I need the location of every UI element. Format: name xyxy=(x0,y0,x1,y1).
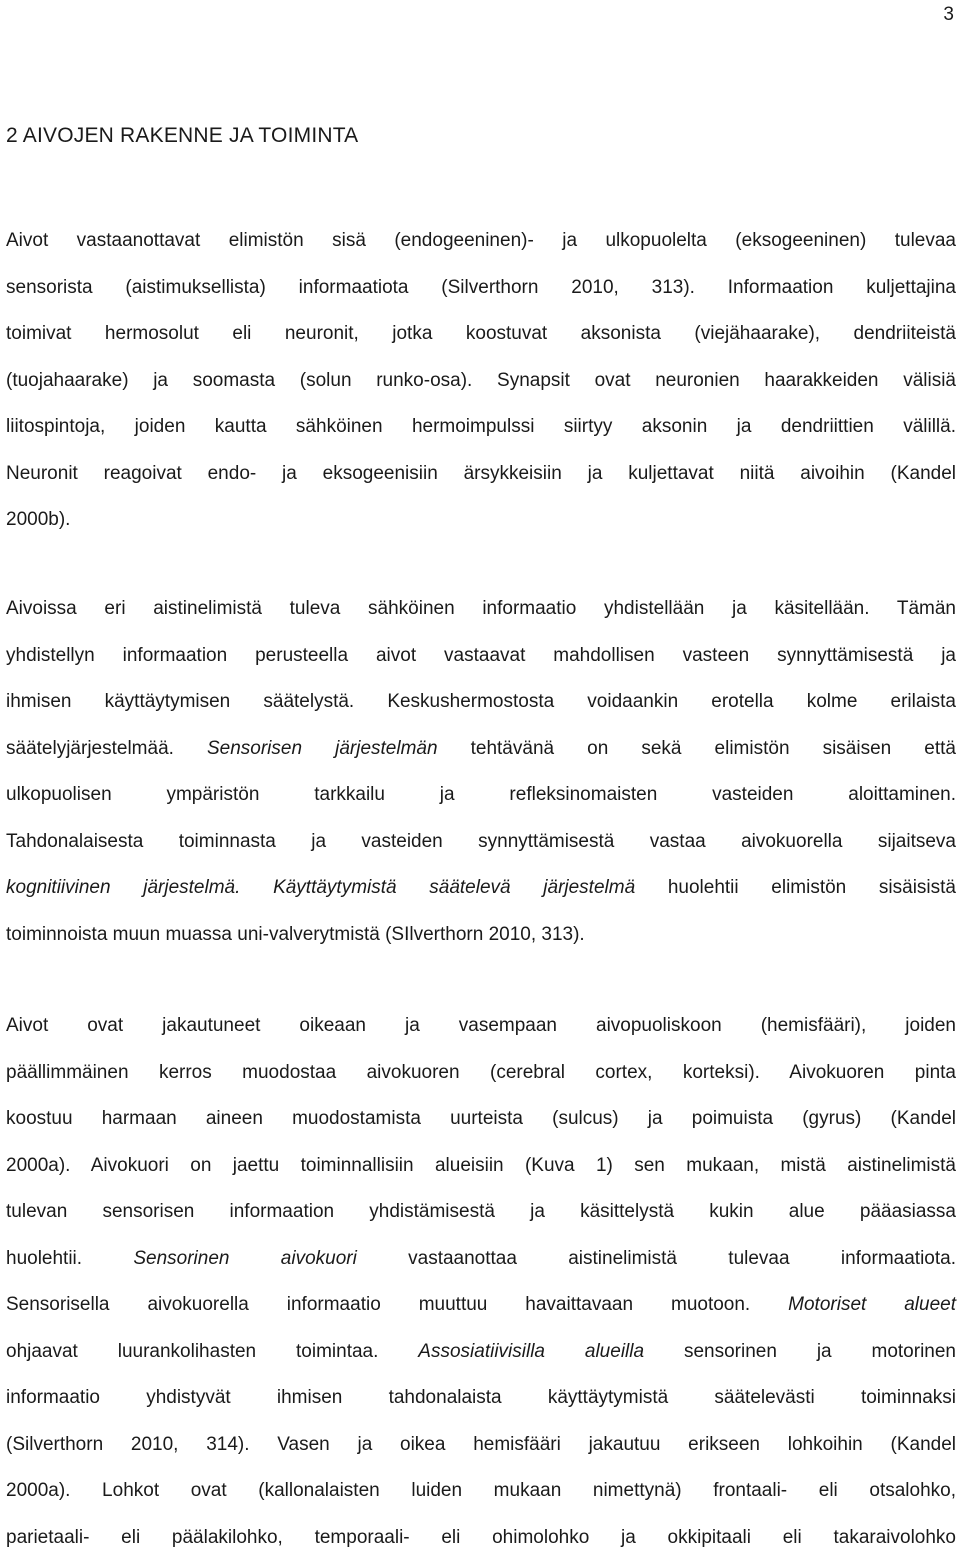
page-number: 3 xyxy=(943,4,954,26)
text-line: kognitiivinen järjestelmä. Käyttäytymistä säätelevä järjestelmä huolehtii elimistön sisäisistä xyxy=(6,865,956,912)
text-line: toiminnoista muun muassa uni-valverytmistä (SIlverthorn 2010, 313). xyxy=(6,912,956,959)
text-line: Aivot vastaanottavat elimistön sisä (endogeeninen)- ja ulkopuolelta (eksogeeninen) tulevaa xyxy=(6,218,956,265)
text-line: päällimmäinen kerros muodostaa aivokuoren (cerebral cortex, korteksi). Aivokuoren pinta xyxy=(6,1050,956,1097)
text-line: huolehtii. Sensorinen aivokuori vastaanottaa aistinelimistä tulevaa informaatiota. xyxy=(6,1236,956,1283)
section-heading: 2 AIVOJEN RAKENNE JA TOIMINTA xyxy=(6,124,358,148)
text-line: parietaali- eli päälakilohko, temporaali- eli ohimolohko ja okkipitaali eli takaraivolohko xyxy=(6,1515,956,1561)
text-line: ohjaavat luurankolihasten toimintaa. Assosiatiivisilla alueilla sensorinen ja motorinen xyxy=(6,1329,956,1376)
text-line: (tuojahaarake) ja soomasta (solun runko-osa). Synapsit ovat neuronien haarakkeiden välisiä xyxy=(6,358,956,405)
text-line: liitospintoja, joiden kautta sähköinen hermoimpulssi siirtyy aksonin ja dendriittien välillä. xyxy=(6,404,956,451)
text-line: tulevan sensorisen informaation yhdistämisestä ja käsittelystä kukin alue pääasiassa xyxy=(6,1189,956,1236)
text-line: Sensorisella aivokuorella informaatio muuttuu havaittavaan muotoon. Motoriset alueet xyxy=(6,1282,956,1329)
text-line: Aivot ovat jakautuneet oikeaan ja vasempaan aivopuoliskoon (hemisfääri), joiden xyxy=(6,1003,956,1050)
paragraph-3 xyxy=(6,1003,956,1561)
text-line: Neuronit reagoivat endo- ja eksogeenisiin ärsykkeisiin ja kuljettavat niitä aivoihin (Kandel xyxy=(6,451,956,498)
text-line: 2000b). xyxy=(6,497,956,544)
text-line: sensorista (aistimuksellista) informaatiota (Silverthorn 2010, 313). Informaation kuljettajina xyxy=(6,265,956,312)
text-line: Tahdonalaisesta toiminnasta ja vasteiden synnyttämisestä vastaa aivokuorella sijaitseva xyxy=(6,819,956,866)
paragraph-1 xyxy=(6,218,956,544)
text-line: säätelyjärjestelmää. Sensorisen järjestelmän tehtävänä on sekä elimistön sisäisen että xyxy=(6,726,956,773)
text-line: 2000a). Aivokuori on jaettu toiminnallisiin alueisiin (Kuva 1) sen mukaan, mistä aistinelimistä xyxy=(6,1143,956,1190)
text-line: 2000a). Lohkot ovat (kallonalaisten luiden mukaan nimettynä) frontaali- eli otsalohko, xyxy=(6,1468,956,1515)
text-line: Aivoissa eri aistinelimistä tuleva sähköinen informaatio yhdistellään ja käsitellään. Tämän xyxy=(6,586,956,633)
text-line: yhdistellyn informaation perusteella aivot vastaavat mahdollisen vasteen synnyttämisestä ja xyxy=(6,633,956,680)
text-line: toimivat hermosolut eli neuronit, jotka koostuvat aksonista (viejähaarake), dendriiteistä xyxy=(6,311,956,358)
text-line: ihmisen käyttäytymisen säätelystä. Keskushermostosta voidaankin erotella kolme erilaista xyxy=(6,679,956,726)
text-line: ulkopuolisen ympäristön tarkkailu ja refleksinomaisten vasteiden aloittaminen. xyxy=(6,772,956,819)
text-line: (Silverthorn 2010, 314). Vasen ja oikea hemisfääri jakautuu erikseen lohkoihin (Kandel xyxy=(6,1422,956,1469)
text-line: koostuu harmaan aineen muodostamista uurteista (sulcus) ja poimuista (gyrus) (Kandel xyxy=(6,1096,956,1143)
paragraph-2 xyxy=(6,586,956,958)
text-line: informaatio yhdistyvät ihmisen tahdonalaista käyttäytymistä säätelevästi toiminnaksi xyxy=(6,1375,956,1422)
